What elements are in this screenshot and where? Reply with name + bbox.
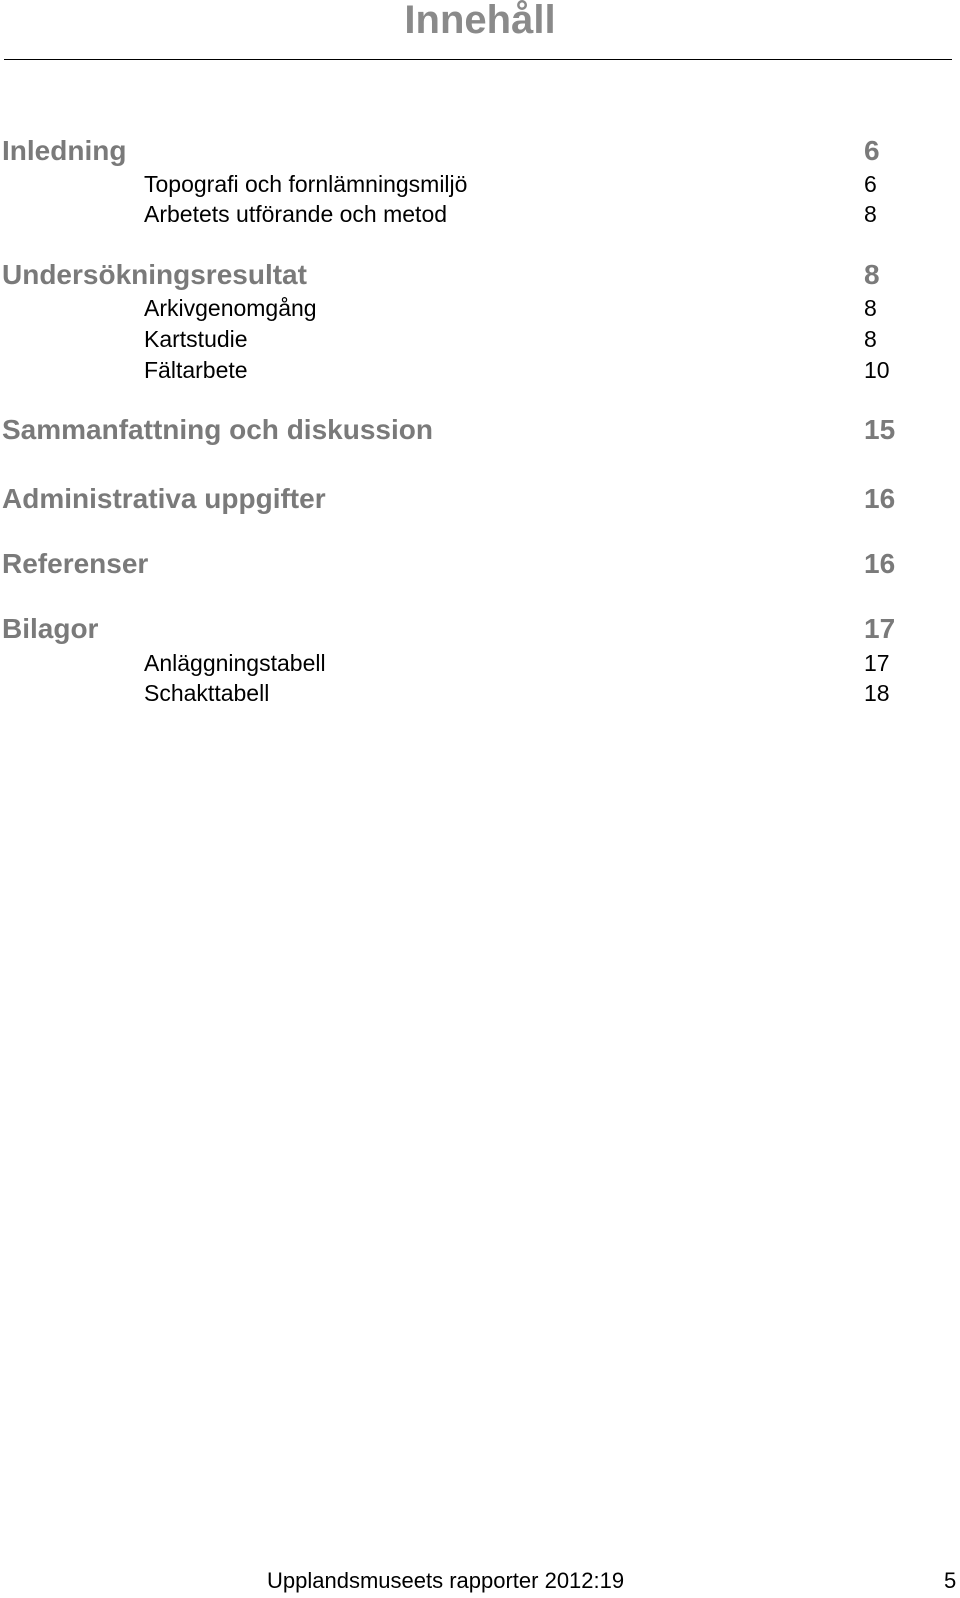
toc-entry-label: Inledning: [2, 135, 127, 166]
toc-entry-label: Bilagor: [2, 613, 99, 644]
toc-entry-page: 8: [864, 326, 877, 352]
toc-entry-faltarbete[interactable]: [0, 355, 960, 385]
toc-entry-inledning[interactable]: [0, 136, 960, 166]
toc-entry-page: 15: [864, 414, 896, 445]
toc-entry-label: Administrativa uppgifter: [2, 483, 326, 514]
toc-entry-kartstudie[interactable]: [0, 324, 960, 354]
toc-entry-page: 8: [864, 259, 880, 290]
toc-entry-arbetets-utforande[interactable]: [0, 199, 960, 229]
toc-entry-bilagor[interactable]: [0, 614, 960, 644]
toc-entry-page: 8: [864, 201, 877, 227]
toc-entry-label: Topografi och fornlämningsmiljö: [144, 171, 468, 197]
toc-entry-schakttabell[interactable]: [0, 678, 960, 708]
toc-entry-page: 8: [864, 295, 877, 321]
toc-entry-page: 10: [864, 357, 890, 383]
toc-entry-undersokningsresultat[interactable]: [0, 260, 960, 290]
toc-entry-label: Referenser: [2, 548, 149, 579]
page-footer: [0, 1568, 960, 1598]
toc-entry-page: 17: [864, 613, 896, 644]
footer-report-series: Upplandsmuseets rapporter 2012:19: [267, 1568, 625, 1593]
toc-entry-arkivgenomgang[interactable]: [0, 293, 960, 323]
toc-entry-administrativa-uppgifter[interactable]: [0, 484, 960, 514]
toc-entry-label: Arbetets utförande och metod: [144, 201, 448, 227]
toc-entry-label: Anläggningstabell: [144, 650, 326, 676]
page-title: Innehåll: [404, 0, 556, 42]
toc-entry-label: Arkivgenomgång: [144, 295, 317, 321]
toc-entry-page: 16: [864, 548, 896, 579]
footer-page-number: 5: [944, 1568, 957, 1593]
toc-entry-referenser[interactable]: [0, 549, 960, 579]
toc-entry-page: 6: [864, 171, 877, 197]
toc-entry-anlaggningstabell[interactable]: [0, 648, 960, 678]
toc-entry-label: Sammanfattning och diskussion: [2, 414, 433, 445]
toc-entry-page: 18: [864, 680, 890, 706]
toc-entry-label: Undersökningsresultat: [2, 259, 307, 290]
toc-entry-page: 6: [864, 135, 880, 166]
toc-entry-label: Schakttabell: [144, 680, 270, 706]
toc-entry-label: Fältarbete: [144, 357, 248, 383]
toc-entry-topografi[interactable]: [0, 169, 960, 199]
toc-entry-sammanfattning[interactable]: [0, 415, 960, 445]
toc-entry-label: Kartstudie: [144, 326, 248, 352]
toc-entry-page: 17: [864, 650, 890, 676]
toc-entry-page: 16: [864, 483, 896, 514]
